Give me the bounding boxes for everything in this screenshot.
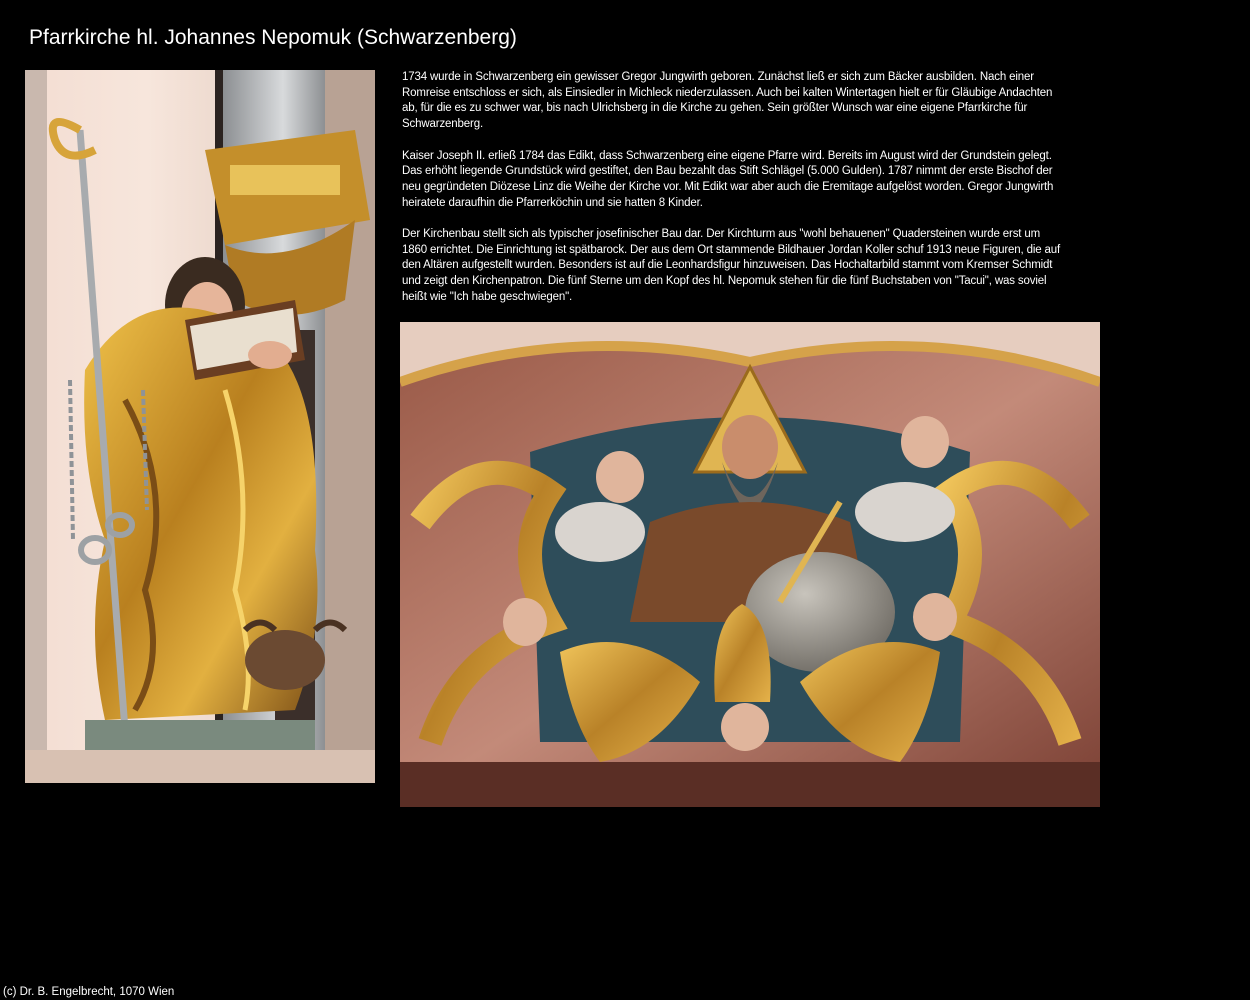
paragraph: Der Kirchenbau stellt sich als typischer josefinischer Bau dar. Der Kirchturm aus "wohl behauenen" Quadersteinen wurde erst um 1860 errichtet. Die Einrichtung ist spätbarock. Der aus dem Ort stammende Bildhauer Jordan Koller schuf 1913 neue Figuren, die auf den Altären aufgestellt wurden. Besonders ist auf die Leonhardsfigur hinzuweisen. Das Hochaltarbild stammt vom Kremser Schmidt und zeigt den Kirchenpatron. Die fünf Sterne um den Kopf des hl. Nepomuk stehen für die fünf Buchstaben von "Tacui", was soviel heißt wie "Ich habe geschwiegen". [402, 228, 1061, 303]
altar-photo [400, 322, 1100, 807]
statue-photo [25, 70, 375, 783]
paragraph: 1734 wurde in Schwarzenberg ein gewisser Gregor Jungwirth geboren. Zunächst ließ er sich zum Bäcker ausbilden. Nach einer Romreise entschloss er sich, als Einsiedler in Michleck niederzulassen. Auch bei kalten Wintertagen hielt er für Gläubige Andachten ab, für die es zu schwer war, bis nach Ulrichsberg in die Kirche zu gehen. Sein größter Wunsch war eine eigene Pfarrkirche für Schwarzenberg. [402, 71, 1053, 131]
page-title: Pfarrkirche hl. Johannes Nepomuk (Schwarzenberg) [29, 26, 517, 49]
copyright: (c) Dr. B. Engelbrecht, 1070 Wien [3, 986, 175, 998]
article-text [402, 70, 1062, 321]
paragraph: Kaiser Joseph II. erließ 1784 das Edikt, dass Schwarzenberg eine eigene Pfarre wird. Bereits im August wird der Grundstein gelegt. Das erhöht liegende Grundstück wird gestiftet, den Bau bezahlt das Stift Schlägel (5.000 Gulden). 1787 nimmt der erste Bischof der neu gegründeten Diözese Linz die Weihe der Kirche vor. Mit Edikt war aber auch die Eremitage aufgelöst worden. Gregor Jungwirth heiratete daraufhin die Pfarrerköchin und sie hatten 8 Kinder. [402, 149, 1054, 209]
